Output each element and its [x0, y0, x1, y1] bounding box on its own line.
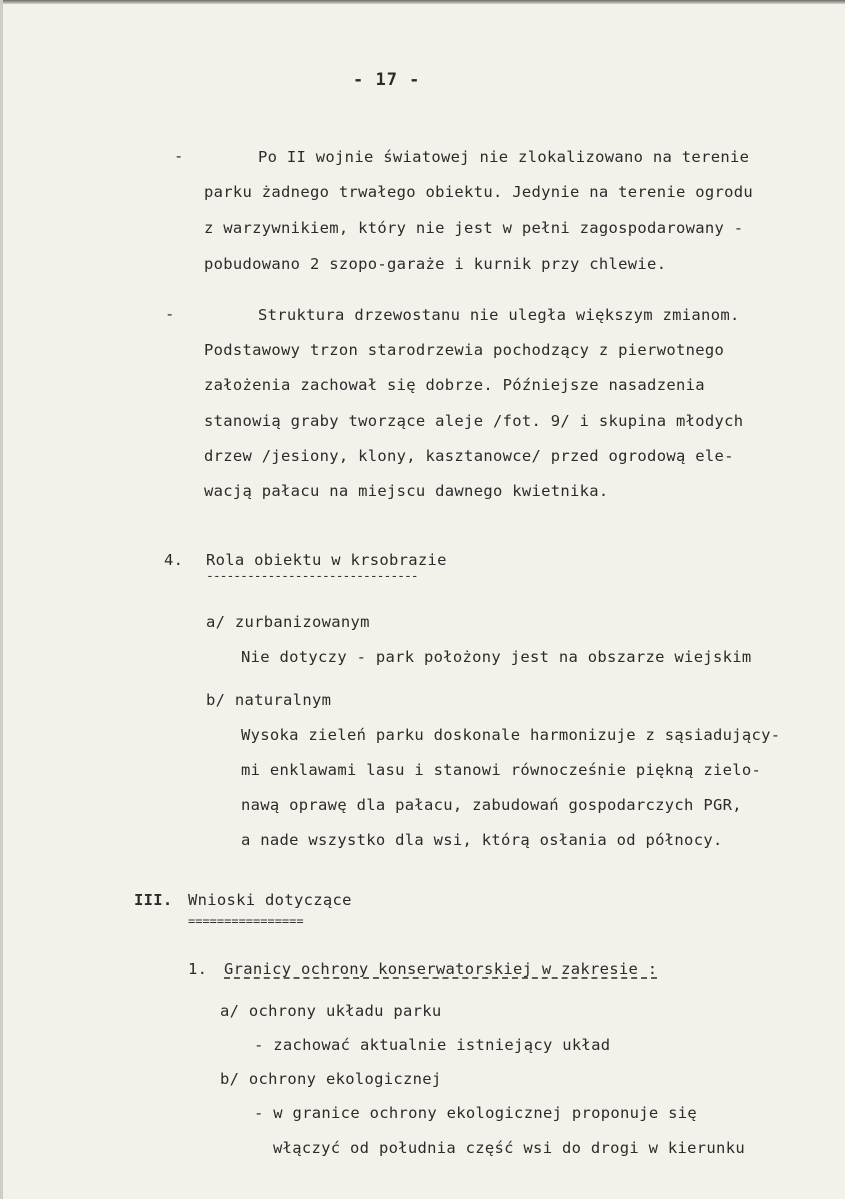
section-4-a-text: Nie dotyczy - park położony jest na obszarze wiejskim: [241, 648, 752, 666]
item-1-b-line-2: włączyć od południa część wsi do drogi w kierunku: [273, 1139, 745, 1157]
item-1-b-label: b/ ochrony ekologicznej: [220, 1070, 442, 1088]
paragraph-2-line-1: Struktura drzewostanu nie uległa większym zmianom.: [258, 306, 740, 324]
section-4-b-line-3: nawą oprawę dla pałacu, zabudowań gospodarczych PGR,: [241, 796, 742, 814]
section-III-number: III.: [134, 891, 173, 909]
item-1-a-label: a/ ochrony układu parku: [220, 1002, 442, 1020]
section-4-underline: -------------------------------: [206, 569, 418, 584]
item-1-title: Granicy ochrony konserwatorskiej w zakresie :: [224, 960, 658, 978]
section-4-b-label: b/ naturalnym: [206, 691, 332, 709]
item-1-number: 1.: [188, 960, 208, 978]
paragraph-1-line-2: parku żadnego trwałego obiektu. Jedynie na terenie ogrodu: [204, 183, 754, 201]
section-4-b-line-2: mi enklawami lasu i stanowi równocześnie piękną zielo-: [241, 761, 762, 779]
section-III-title: Wnioski dotyczące: [188, 891, 352, 909]
paragraph-1-bullet: -: [174, 147, 184, 165]
paragraph-1-line-3: z warzywnikiem, który nie jest w pełni zagospodarowany -: [204, 219, 744, 237]
paragraph-2-line-6: wacją pałacu na miejscu dawnego kwietnika.: [204, 482, 609, 500]
paragraph-1-line-4: pobudowano 2 szopo-garaże i kurnik przy chlewie.: [204, 255, 667, 273]
scan-top-edge: [0, 0, 845, 4]
item-1-a-text: - zachować aktualnie istniejący układ: [254, 1036, 611, 1054]
paragraph-2-line-2: Podstawowy trzon starodrzewia pochodzący z pierwotnego: [204, 341, 725, 359]
scan-left-edge: [0, 0, 3, 1199]
section-4-a-label: a/ zurbanizowanym: [206, 613, 370, 631]
paragraph-2-bullet: -: [165, 305, 175, 323]
section-4-b-line-4: a nade wszystko dla wsi, którą osłania od północy.: [241, 831, 723, 849]
paragraph-2-line-4: stanowią graby tworzące aleje /fot. 9/ i skupina młodych: [204, 412, 744, 430]
paragraph-1-line-1: Po II wojnie światowej nie zlokalizowano na terenie: [258, 148, 750, 166]
paragraph-2-line-5: drzew /jesiony, klony, kasztanowce/ przed ogrodową ele-: [204, 447, 734, 465]
section-III-underline: ================: [188, 914, 304, 928]
section-4-number: 4.: [164, 551, 184, 569]
item-1-b-line-1: - w granice ochrony ekologicznej proponuje się: [254, 1104, 698, 1122]
page-number: - 17 -: [353, 70, 421, 90]
paragraph-2-line-3: założenia zachował się dobrze. Późniejsze nasadzenia: [204, 376, 705, 394]
section-4-title: Rola obiektu w krsobrazie: [206, 551, 447, 569]
section-4-b-line-1: Wysoka zieleń parku doskonale harmonizuje z sąsiadujący-: [241, 726, 781, 744]
